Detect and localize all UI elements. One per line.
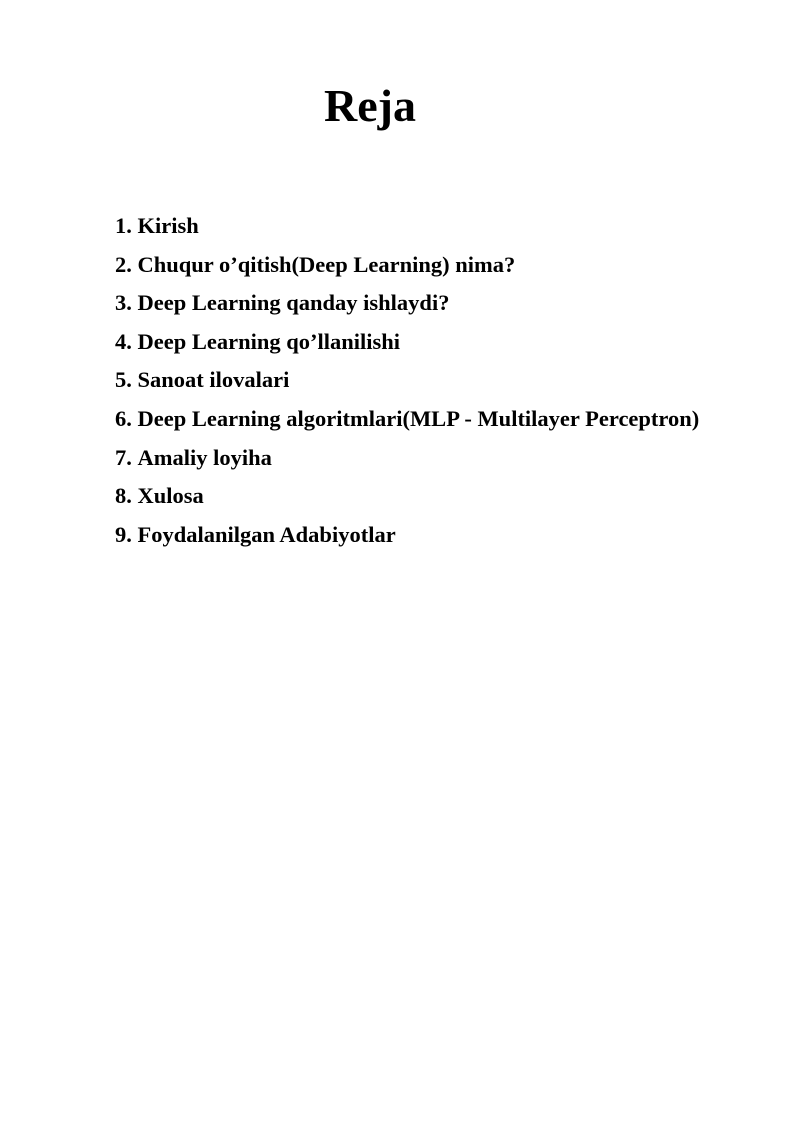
item-text: Chuqur o’qitish(Deep Learning) nima? (137, 251, 516, 277)
item-number: 8. (115, 483, 132, 509)
item-text: Kirish (137, 213, 199, 238)
list-item (115, 361, 699, 400)
item-number: 7. (115, 444, 132, 470)
item-number: 5. (115, 367, 132, 393)
list-item (115, 284, 699, 323)
item-text: Sanoat ilovalari (137, 367, 290, 393)
item-text: Amaliy loyiha (137, 444, 272, 470)
item-text: Deep Learning qo’llanilishi (137, 328, 401, 354)
list-item (115, 477, 699, 516)
item-text: Deep Learning qanday ishlaydi? (137, 290, 450, 316)
item-number: 9. (115, 521, 132, 547)
list-item (115, 246, 699, 285)
item-number: 3. (115, 290, 132, 316)
list-item (115, 439, 699, 478)
item-number: 1. (115, 213, 132, 238)
table-of-contents (115, 207, 699, 554)
page-title: Reja (324, 80, 416, 131)
list-item (115, 207, 699, 246)
list-item (115, 400, 699, 439)
list-item (115, 323, 699, 362)
item-text: Foydalanilgan Adabiyotlar (137, 521, 396, 547)
item-number: 2. (115, 251, 132, 277)
list-item (115, 516, 699, 555)
item-text: Deep Learning algoritmlari(MLP - Multilayer Perceptron) (137, 405, 700, 431)
item-number: 4. (115, 328, 132, 354)
item-text: Xulosa (137, 483, 204, 509)
item-number: 6. (115, 405, 132, 431)
